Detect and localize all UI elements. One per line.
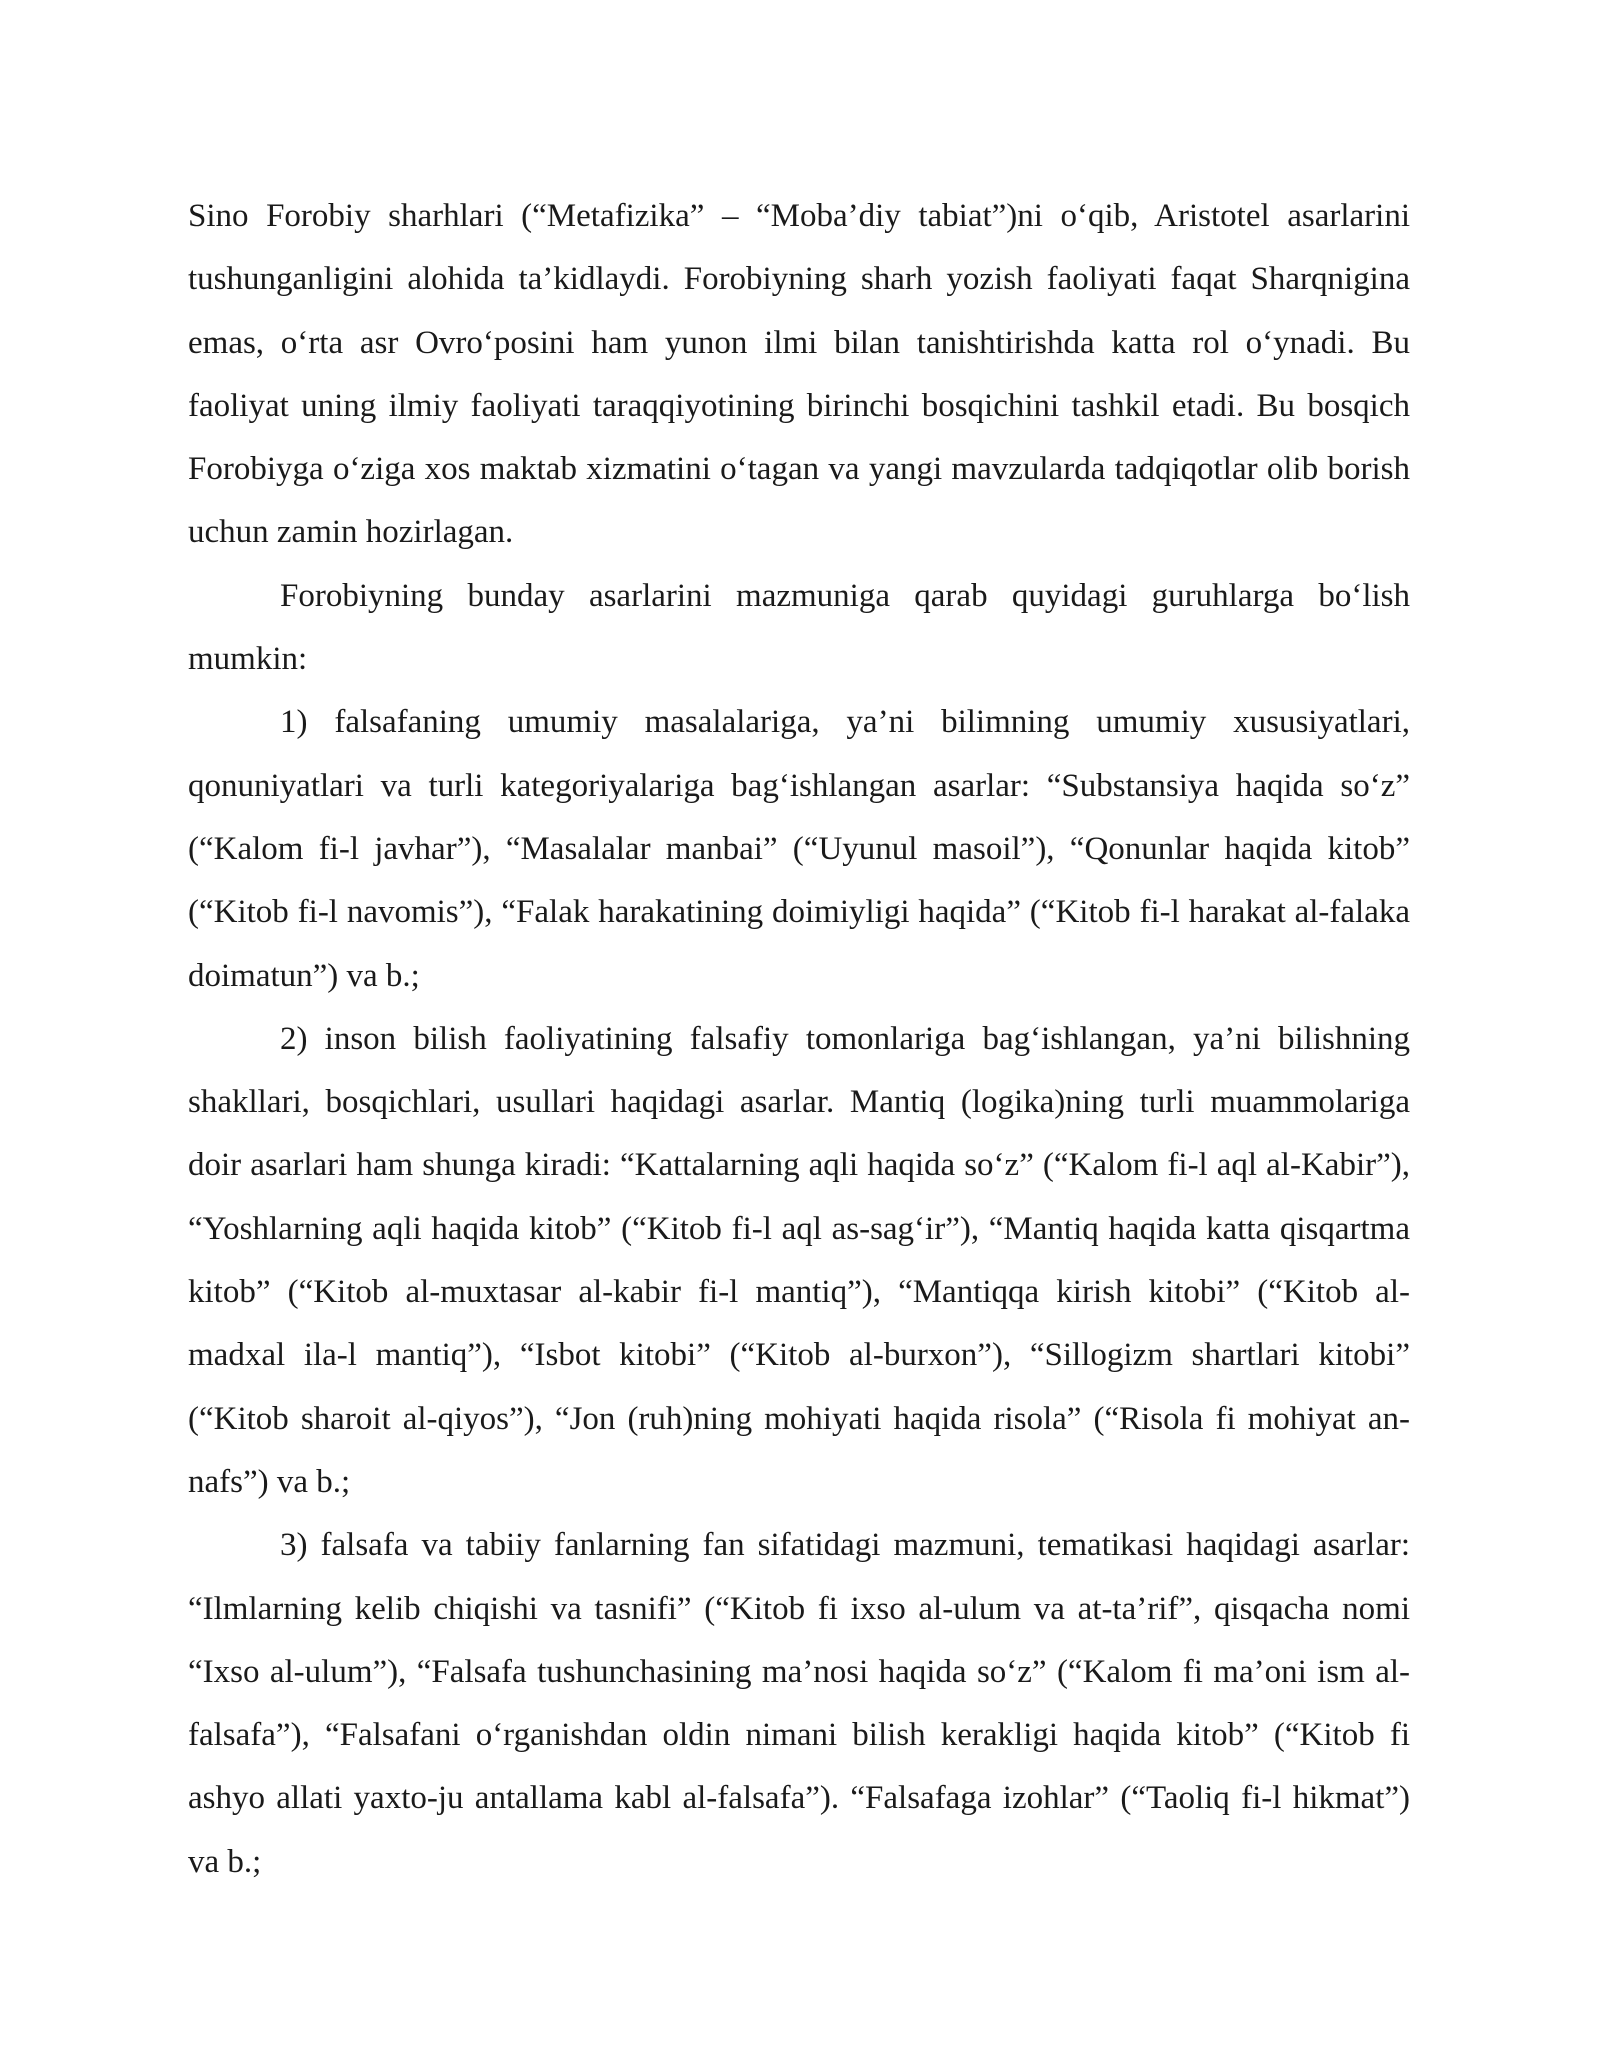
list-item-2: 2) inson bilish faoliyatining falsafiy tomonlariga bag‘ishlangan, ya’ni bilishning shakllari, bosqichlari, usullari haqidagi asarlar. Mantiq (logika)ning turli muammolariga doir asarlari ham shunga kiradi: “Kattalarning aqli haqida so‘z” (“Kalom fi-l aql al-Kabir”), “Yoshlarning aqli haqida kitob” (“Kitob fi-l aql as-sag‘ir”), “Mantiq haqida katta qisqartma kitob” (“Kitob al-muxtasar al-kabir fi-l mantiq”), “Mantiqqa kirish kitobi” (“Kitob al-madxal ila-l mantiq”), “Isbot kitobi” (“Kitob al-burxon”), “Sillogizm shartlari kitobi” (“Kitob sharoit al-qiyos”), “Jon (ruh)ning mohiyati haqida risola” (“Risola fi mohiyat an-nafs”) va b.; [188, 1020, 1410, 1500]
document-page [188, 185, 1410, 1894]
paragraph-groups-intro: Forobiyning bunday asarlarini mazmuniga qarab quyidagi guruhlarga bo‘lish mumkin: [188, 577, 1410, 678]
paragraph-intro: Sino Forobiy sharhlari (“Metafizika” – “Moba’diy tabiat”)ni o‘qib, Aristotel asarlarini tushunganligini alohida ta’kidlaydi. Forobiyning sharh yozish faoliyati faqat Sharqnigina emas, o‘rta asr Ovro‘posini ham yunon ilmi bilan tanishtirishda katta rol o‘ynadi. Bu faoliyat uning ilmiy faoliyati taraqqiyotining birinchi bosqichini tashkil etadi. Bu bosqich Forobiyga o‘ziga xos maktab xizmatini o‘tagan va yangi mavzularda tadqiqotlar olib borish uchun zamin hozirlagan. [188, 198, 1410, 551]
list-item-3: 3) falsafa va tabiiy fanlarning fan sifatidagi mazmuni, tematikasi haqidagi asarlar: “Ilmlarning kelib chiqishi va tasnifi” (“Kitob fi ixso al-ulum va at-ta’rif”, qisqacha nomi “Ixso al-ulum”), “Falsafa tushunchasining ma’nosi haqida so‘z” (“Kalom fi ma’oni ism al-falsafa”), “Falsafani o‘rganishdan oldin nimani bilish kerakligi haqida kitob” (“Kitob fi ashyo allati yaxto-ju antallama kabl al-falsafa”). “Falsafaga izohlar” (“Taoliq fi-l hikmat”) va b.; [188, 1527, 1410, 1880]
list-item-1: 1) falsafaning umumiy masalalariga, ya’ni bilimning umumiy xususiyatlari, qonuniyatlari va turli kategoriyalariga bag‘ishlangan asarlar: “Substansiya haqida so‘z” (“Kalom fi-l javhar”), “Masalalar manbai” (“Uyunul masoil”), “Qonunlar haqida kitob” (“Kitob fi-l navomis”), “Falak harakatining doimiyligi haqida” (“Kitob fi-l harakat al-falaka doimatun”) va b.; [188, 704, 1410, 994]
